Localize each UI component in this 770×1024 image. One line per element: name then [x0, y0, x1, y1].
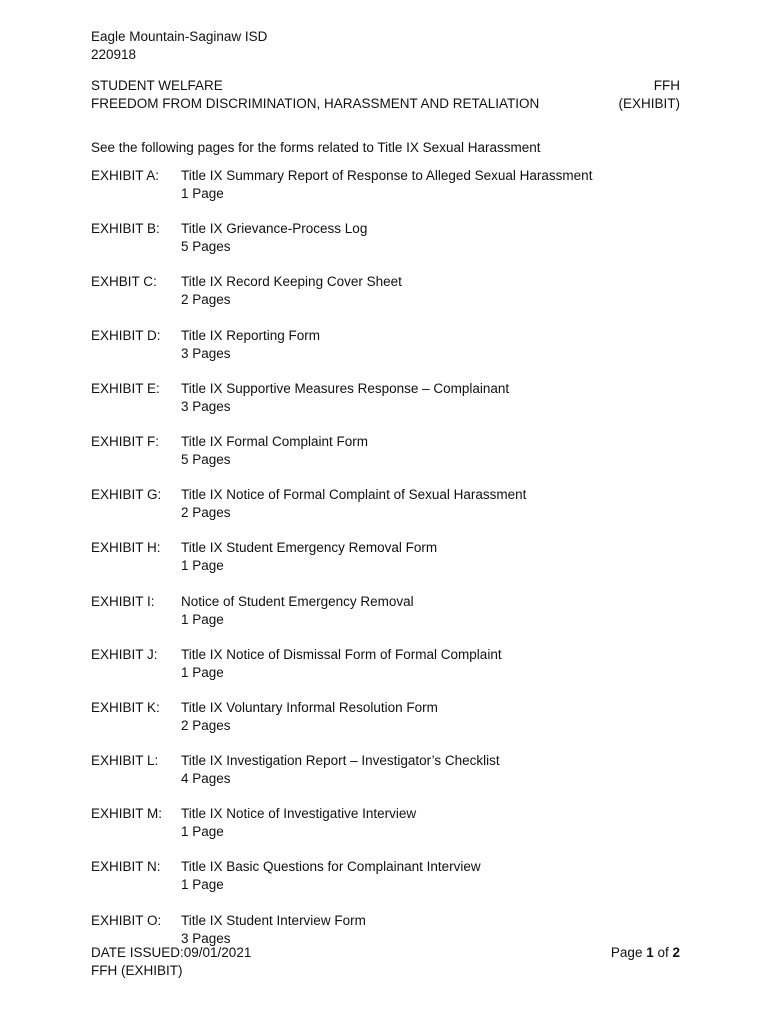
exhibit-pages: 2 Pages: [181, 717, 231, 733]
exhibit-label: EXHIBIT A:: [91, 168, 160, 183]
exhibit-title: Title IX Student Emergency Removal Form: [181, 540, 438, 556]
exhibit-title: Notice of Student Emergency Removal: [181, 593, 414, 609]
exhibit-title: Title IX Notice of Dismissal Form of Formal Complaint: [181, 646, 502, 662]
exhibit-pages: 1 Page: [181, 877, 224, 893]
exhibit-pages: 2 Pages: [181, 292, 231, 308]
page-of: of: [653, 945, 673, 960]
exhibit-label: EXHIBIT N:: [91, 859, 161, 875]
exhibit-title: Title IX Reporting Form: [181, 327, 321, 343]
exhibit-pages: 5 Pages: [181, 239, 231, 255]
exhibit-pages: 5 Pages: [181, 451, 231, 467]
exhibit-label: EXHIBIT K:: [91, 699, 160, 715]
exhibit-pages: 2 Pages: [181, 505, 231, 521]
exhibit-label: EXHIBIT E:: [91, 380, 160, 396]
page-prefix: Page: [610, 945, 647, 960]
exhibit-item: [91, 327, 680, 380]
exhibit-label: EXHIBIT D:: [91, 327, 161, 343]
policy-type: (EXHIBIT): [618, 96, 680, 111]
exhibit-pages: 1 Page: [181, 611, 224, 627]
exhibit-list: [91, 167, 680, 965]
exhibit-item: [91, 646, 680, 699]
district-code: 220918: [91, 47, 137, 62]
policy-code: FFH: [653, 78, 680, 93]
exhibit-label: EXHIBIT I:: [91, 593, 155, 609]
exhibit-title: Title IX Notice of Investigative Interview: [181, 806, 417, 822]
exhibit-item: [91, 433, 680, 486]
policy-title-block: [91, 77, 680, 113]
district-name: Eagle Mountain-Saginaw ISD: [91, 29, 268, 44]
exhibit-title: Title IX Grievance-Process Log: [181, 221, 368, 237]
exhibit-title: Title IX Supportive Measures Response – Complainant: [181, 380, 510, 396]
exhibit-pages: 3 Pages: [181, 345, 231, 361]
footer-policy-ref: FFH (EXHIBIT): [91, 963, 183, 978]
date-issued: DATE ISSUED:09/01/2021: [91, 945, 252, 960]
exhibit-item: [91, 273, 680, 326]
exhibit-label: EXHIBIT L:: [91, 753, 159, 769]
exhibit-title: Title IX Notice of Formal Complaint of Sexual Harassment: [181, 487, 527, 503]
section-title: STUDENT WELFARE: [91, 78, 223, 93]
exhibit-label: EXHIBIT F:: [91, 433, 160, 449]
exhibit-item: [91, 220, 680, 273]
exhibit-label: EXHIBIT O:: [91, 912, 162, 928]
exhibit-item: [91, 593, 680, 646]
exhibit-pages: 1 Page: [181, 186, 224, 201]
exhibit-title: Title IX Student Interview Form: [181, 912, 366, 928]
page-number: [611, 944, 680, 962]
exhibit-item: [91, 752, 680, 805]
document-footer: [91, 944, 680, 980]
exhibit-item: [91, 539, 680, 592]
exhibit-item: [91, 699, 680, 752]
exhibit-pages: 1 Page: [181, 558, 224, 574]
exhibit-item: [91, 486, 680, 539]
exhibit-title: Title IX Basic Questions for Complainant Interview: [181, 859, 481, 875]
page-total: 2: [672, 945, 680, 960]
exhibit-item: [91, 380, 680, 433]
exhibit-pages: 3 Pages: [181, 398, 231, 414]
exhibit-item: [91, 167, 680, 220]
intro-text: See the following pages for the forms related to Title IX Sexual Harassment: [91, 140, 541, 155]
exhibit-title: Title IX Voluntary Informal Resolution Form: [181, 699, 438, 715]
page-current: 1: [646, 945, 654, 960]
exhibit-title: Title IX Investigation Report – Investigator’s Checklist: [181, 753, 500, 769]
exhibit-label: EXHBIT C:: [91, 274, 157, 290]
exhibit-title: Title IX Formal Complaint Form: [181, 433, 369, 449]
exhibit-title: Title IX Summary Report of Response to Alleged Sexual Harassment: [181, 168, 593, 183]
document-header: [91, 28, 267, 64]
exhibit-pages: 1 Page: [181, 664, 224, 680]
exhibit-label: EXHIBIT B:: [91, 221, 160, 237]
exhibit-label: EXHIBIT H:: [91, 540, 161, 556]
policy-subtitle: FREEDOM FROM DISCRIMINATION, HARASSMENT AND RETALIATION: [91, 96, 540, 111]
exhibit-item: [91, 858, 680, 911]
exhibit-title: Title IX Record Keeping Cover Sheet: [181, 274, 402, 290]
exhibit-label: EXHIBIT J:: [91, 646, 158, 662]
exhibit-pages: 1 Page: [181, 824, 224, 840]
exhibit-label: EXHIBIT G:: [91, 487, 162, 503]
exhibit-item: [91, 805, 680, 858]
exhibit-pages: 3 Pages: [181, 930, 231, 946]
exhibit-label: EXHIBIT M:: [91, 806, 163, 822]
exhibit-pages: 4 Pages: [181, 771, 231, 787]
